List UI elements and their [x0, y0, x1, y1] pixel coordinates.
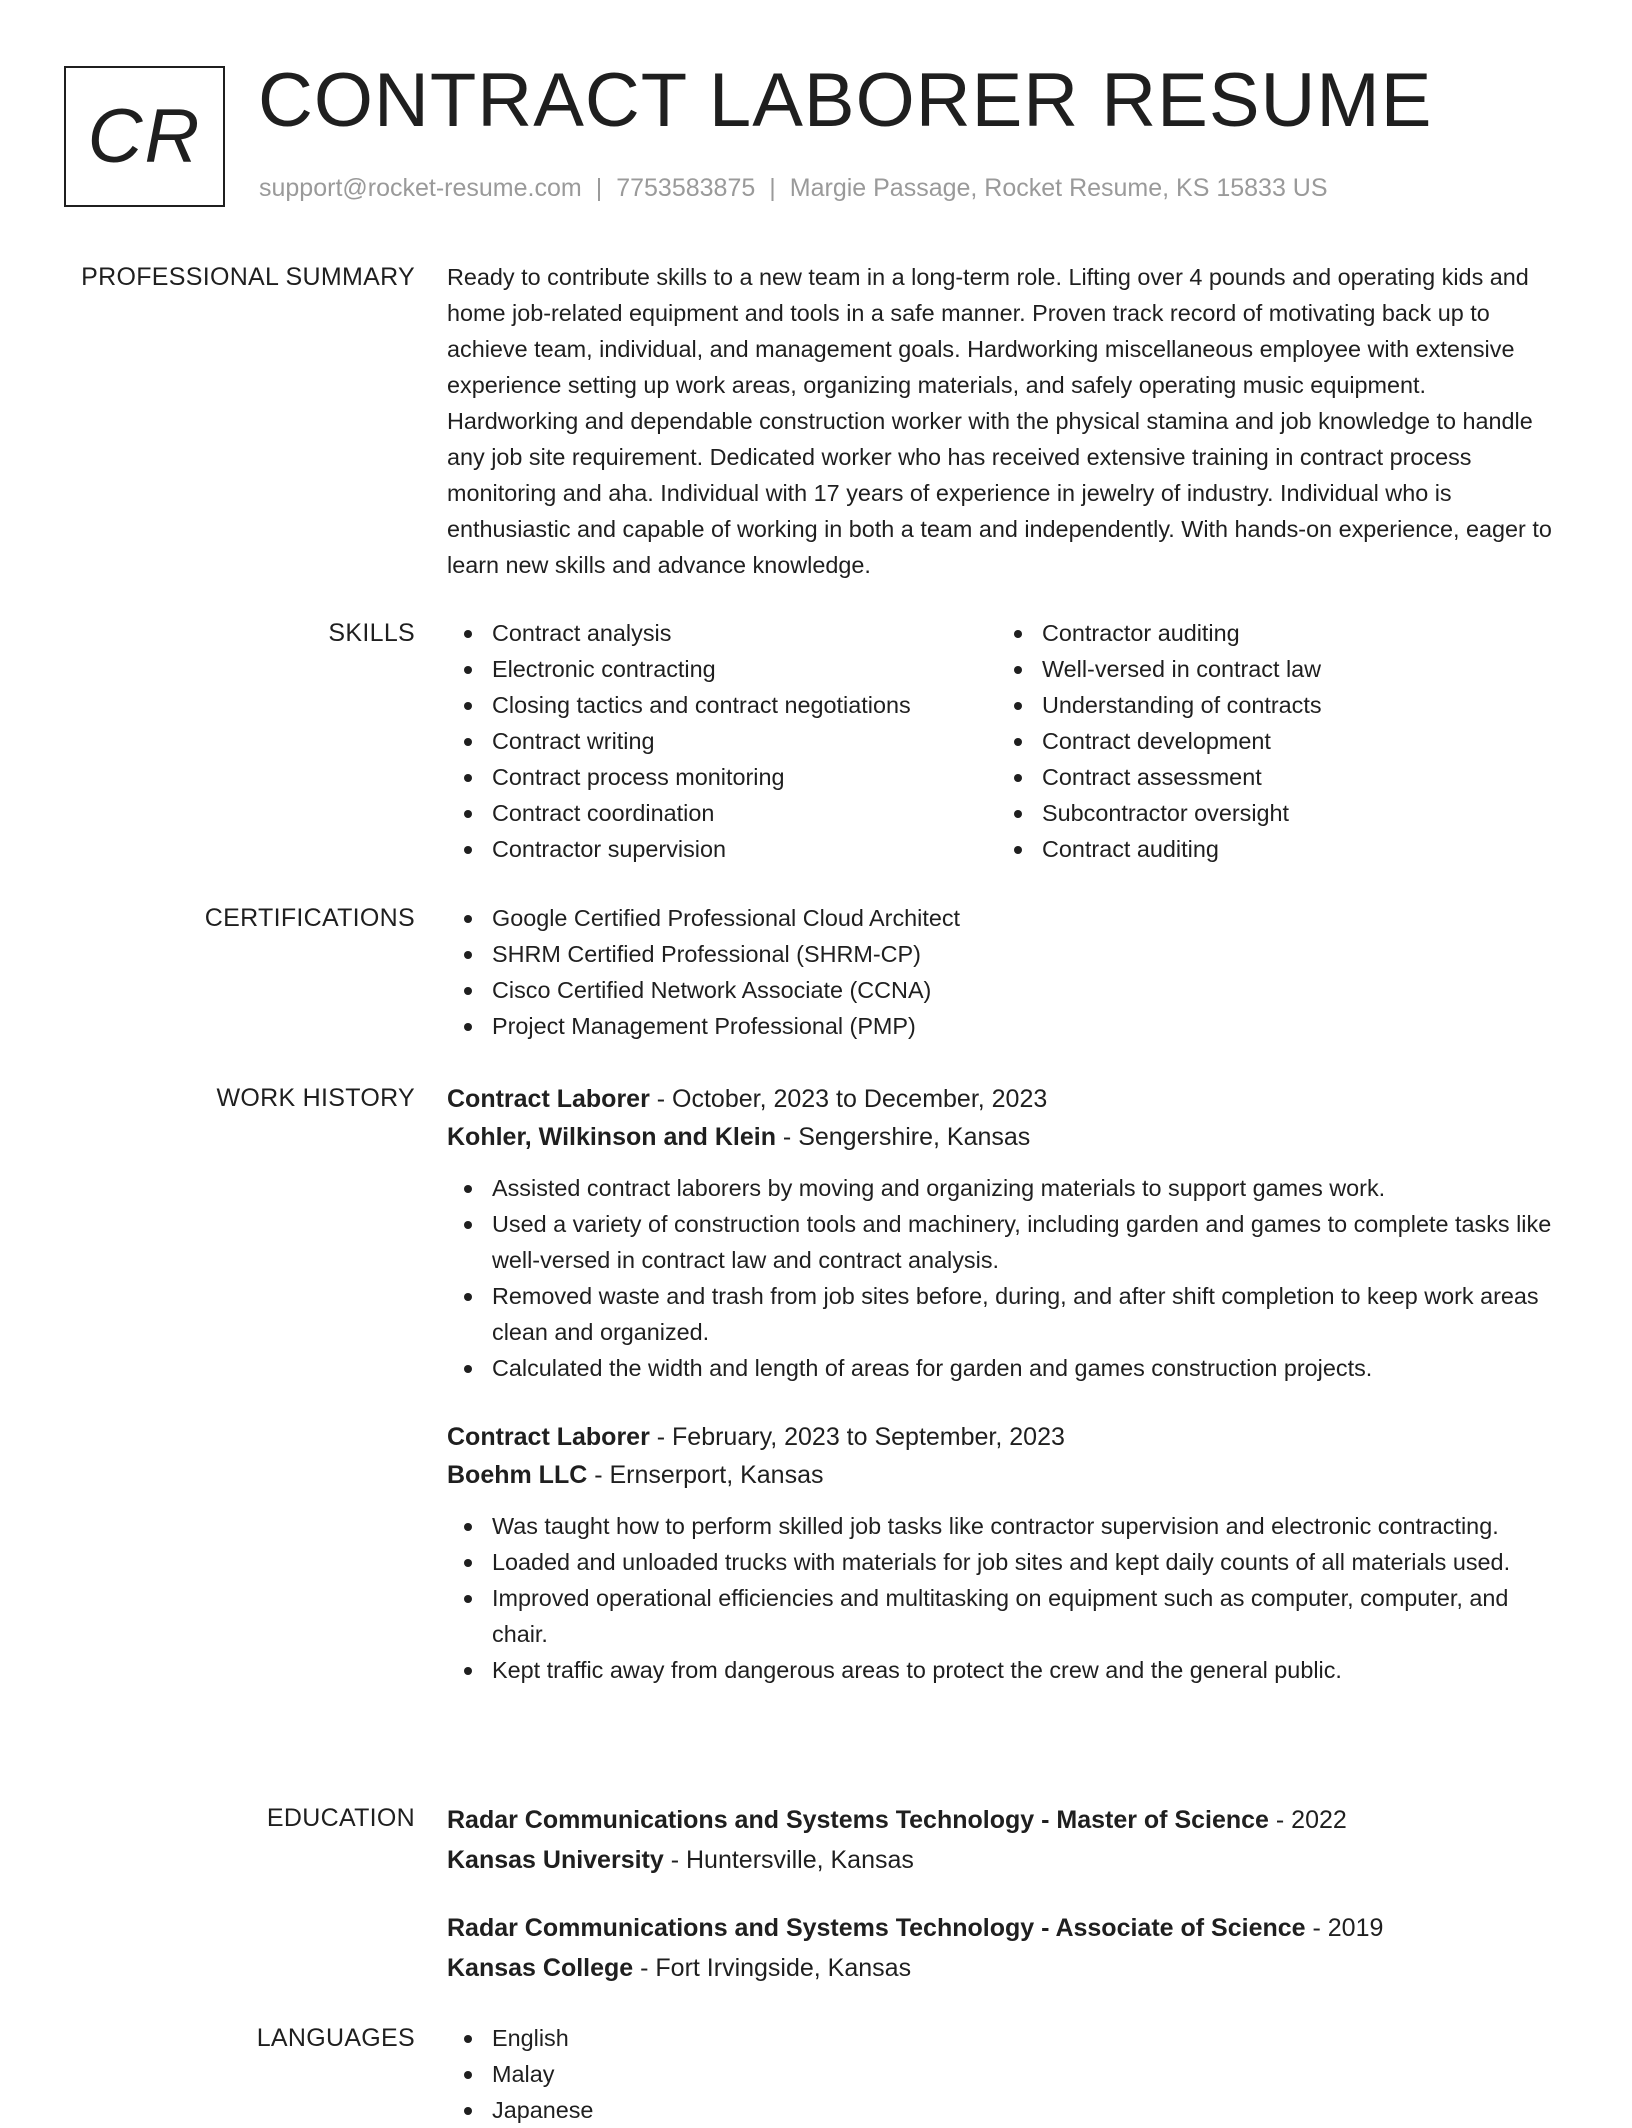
education-location: - Huntersville, Kansas — [663, 1846, 914, 1874]
certification-item: SHRM Certified Professional (SHRM-CP) — [447, 936, 1557, 972]
contact-phone[interactable]: 7753583875 — [616, 174, 756, 202]
education-degree-line — [447, 1800, 1557, 1840]
job-duty: Calculated the width and length of areas for garden and games construction projects. — [447, 1350, 1557, 1386]
skill-item: Contractor supervision — [447, 831, 997, 867]
job-title: Contract Laborer — [447, 1085, 650, 1113]
education-degree: Radar Communications and Systems Technology - Master of Science — [447, 1806, 1269, 1834]
language-item: Japanese — [447, 2092, 1557, 2128]
education-school: Kansas College — [447, 1954, 634, 1982]
section-label: PROFESSIONAL SUMMARY — [81, 263, 415, 291]
skills-column-right — [997, 615, 1547, 867]
resume-title: CONTRACT LABORER RESUME — [258, 58, 1433, 143]
skill-item: Contract assessment — [997, 759, 1547, 795]
skill-item: Understanding of contracts — [997, 687, 1547, 723]
job-duty: Used a variety of construction tools and machinery, including garden and games to complete tasks like well-versed in contract law and contract analysis. — [447, 1206, 1557, 1278]
skill-item: Contract auditing — [997, 831, 1547, 867]
job-dates: - October, 2023 to December, 2023 — [649, 1085, 1048, 1113]
education-location: - Fort Irvingside, Kansas — [633, 1954, 912, 1982]
skill-item: Subcontractor oversight — [997, 795, 1547, 831]
skills-list — [447, 615, 1557, 867]
language-item: Malay — [447, 2056, 1557, 2092]
education-school-line — [447, 1948, 1557, 1988]
education-year: - 2019 — [1305, 1914, 1384, 1942]
section-label: LANGUAGES — [256, 2024, 415, 2052]
skills-column-left — [447, 615, 997, 867]
education-degree: Radar Communications and Systems Technology - Associate of Science — [447, 1914, 1306, 1942]
certification-item: Cisco Certified Network Associate (CCNA) — [447, 972, 1557, 1008]
section-label: EDUCATION — [266, 1804, 415, 1832]
job-location: - Sengershire, Kansas — [775, 1123, 1031, 1151]
contact-address: Margie Passage, Rocket Resume, KS 15833 US — [789, 174, 1328, 202]
skill-item: Contract coordination — [447, 795, 997, 831]
contact-line — [259, 174, 1328, 203]
job-location: - Ernserport, Kansas — [587, 1461, 824, 1489]
summary-text: Ready to contribute skills to a new team in a long-term role. Lifting over 4 pounds and operating kids and home job-related equipment and tools in a safe manner. Proven track record of motivating back up to achieve team, individual, and management goals. Hardworking miscellaneous employee with extensive experience setting up work areas, organizing materials, and safely operating music equipment. Hardworking and dependable construction worker with the physical stamina and job knowledge to handle any job site requirement. Dedicated worker who has received extensive training in contract process monitoring and aha. Individual with 17 years of experience in jewelry of industry. Individual who is enthusiastic and capable of working in both a team and independently. With hands-on experience, eager to learn new skills and advance knowledge. — [447, 264, 1552, 578]
contact-email[interactable]: support@rocket-resume.com — [259, 174, 582, 202]
job-dates: - February, 2023 to September, 2023 — [649, 1423, 1065, 1451]
education-entry — [447, 1800, 1557, 1880]
education-school-line — [447, 1840, 1557, 1880]
job-duty: Removed waste and trash from job sites before, during, and after shift completion to keep work areas clean and organized. — [447, 1278, 1557, 1350]
section-label: SKILLS — [328, 619, 415, 647]
certification-item: Project Management Professional (PMP) — [447, 1008, 1557, 1044]
work-history-list — [447, 1080, 1557, 1704]
certifications-list — [447, 900, 1557, 1044]
skill-item: Electronic contracting — [447, 651, 997, 687]
job-duties — [447, 1170, 1557, 1386]
job-duty: Assisted contract laborers by moving and organizing materials to support games work. — [447, 1170, 1557, 1206]
job-company: Kohler, Wilkinson and Klein — [447, 1123, 776, 1151]
monogram: CR — [64, 66, 225, 207]
education-degree-line — [447, 1908, 1557, 1948]
job-company: Boehm LLC — [447, 1461, 588, 1489]
job-duty: Loaded and unloaded trucks with materials for job sites and kept daily counts of all materials used. — [447, 1544, 1557, 1580]
skill-item: Closing tactics and contract negotiations — [447, 687, 997, 723]
job-duty: Was taught how to perform skilled job tasks like contractor supervision and electronic contracting. — [447, 1508, 1557, 1544]
skill-item: Contractor auditing — [997, 615, 1547, 651]
job-company-line — [447, 1118, 1557, 1156]
contact-separator: | — [769, 174, 776, 202]
skill-item: Well-versed in contract law — [997, 651, 1547, 687]
job-duties — [447, 1508, 1557, 1688]
job-entry — [447, 1418, 1557, 1688]
job-title: Contract Laborer — [447, 1423, 650, 1451]
job-duty: Improved operational efficiencies and multitasking on equipment such as computer, computer, and chair. — [447, 1580, 1557, 1652]
education-list — [447, 1800, 1557, 2016]
education-year: - 2022 — [1268, 1806, 1347, 1834]
section-label: WORK HISTORY — [216, 1084, 415, 1112]
certification-item: Google Certified Professional Cloud Architect — [447, 900, 1557, 936]
job-company-line — [447, 1456, 1557, 1494]
education-school: Kansas University — [447, 1846, 664, 1874]
section-label: CERTIFICATIONS — [204, 904, 415, 932]
language-item: English — [447, 2020, 1557, 2056]
skill-item: Contract development — [997, 723, 1547, 759]
skill-item: Contract process monitoring — [447, 759, 997, 795]
contact-separator: | — [595, 174, 603, 202]
job-title-line — [447, 1418, 1557, 1456]
education-entry — [447, 1908, 1557, 1988]
job-entry — [447, 1080, 1557, 1386]
skill-item: Contract analysis — [447, 615, 997, 651]
job-title-line — [447, 1080, 1557, 1118]
job-duty: Kept traffic away from dangerous areas to protect the crew and the general public. — [447, 1652, 1557, 1688]
skill-item: Contract writing — [447, 723, 997, 759]
